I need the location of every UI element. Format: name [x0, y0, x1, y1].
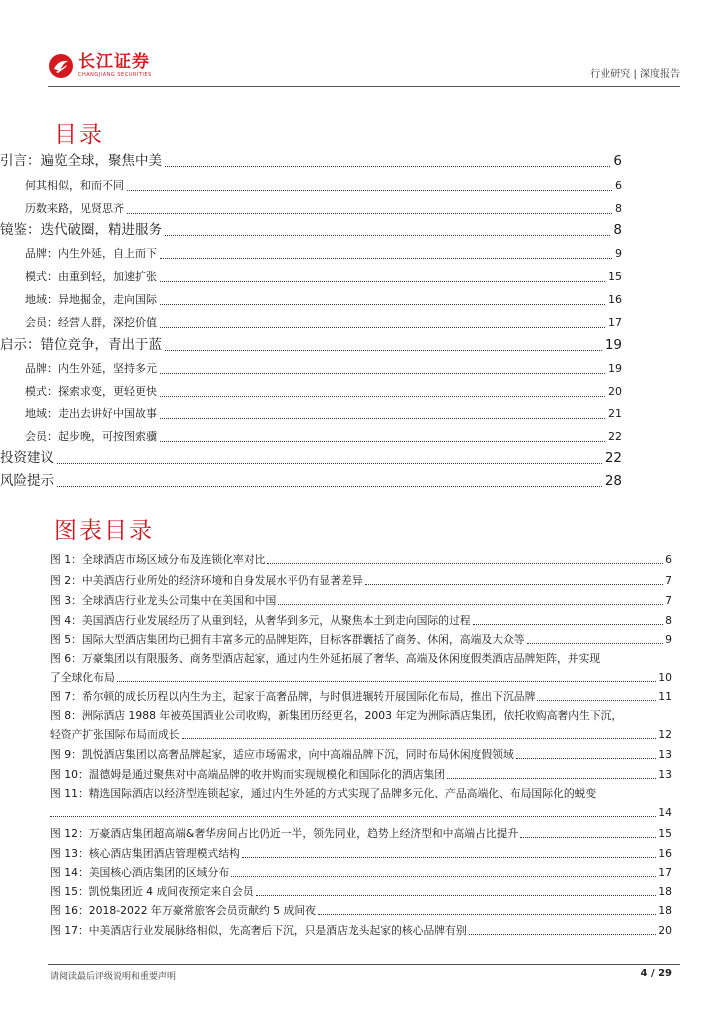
dot-leader	[160, 258, 612, 259]
figure-entry-continuation[interactable]	[50, 671, 672, 685]
dot-leader	[160, 327, 605, 328]
toc-section-entry[interactable]	[0, 220, 622, 240]
dot-leader	[520, 837, 656, 838]
dot-leader	[318, 914, 656, 915]
toc-subsection-entry[interactable]	[0, 177, 622, 195]
figure-entry[interactable]	[50, 787, 672, 801]
dot-leader	[447, 778, 656, 779]
figure-entry-page: 9	[665, 633, 672, 646]
figure-entry-title: 图 10：温德姆是通过聚焦对中高端品牌的收并购而实现规模化和国际化的酒店集团	[50, 768, 446, 781]
figure-entry-continuation[interactable]	[50, 806, 672, 820]
figure-entry[interactable]	[50, 827, 672, 841]
figure-entry[interactable]	[50, 690, 672, 704]
figure-entry[interactable]	[50, 866, 672, 880]
figure-entry-page: 13	[658, 768, 672, 781]
toc-entry-page: 8	[615, 202, 622, 215]
figure-entry[interactable]	[50, 594, 672, 608]
toc-entry-page: 19	[604, 337, 622, 353]
figure-entry-title: 图 1：全球酒店市场区域分布及连锁化率对比	[50, 553, 266, 566]
figure-entry-title-cont: 了全球化布局	[50, 671, 115, 684]
figure-entry-page: 15	[658, 827, 672, 840]
dot-leader	[160, 373, 605, 374]
toc-entry-title: 启示：错位竞争，青出于蓝	[0, 337, 162, 353]
figure-entry-page: 20	[658, 924, 672, 937]
figure-entry[interactable]	[50, 924, 672, 938]
dot-leader	[127, 213, 612, 214]
dot-leader	[256, 895, 657, 896]
figure-entry-page: 14	[658, 806, 672, 819]
page-header	[48, 50, 680, 82]
dot-leader	[117, 681, 656, 682]
figure-entry-title: 图 7：希尔顿的成长历程以内生为主，起家于高奢品牌，与时俱进辗转开展国际化布局，推出下沉品牌	[50, 690, 536, 703]
figure-entry-title: 图 3：全球酒店行业龙头公司集中在美国和中国	[50, 594, 277, 607]
dot-leader	[516, 758, 656, 759]
figure-entry-page: 11	[658, 690, 672, 703]
figure-entry-continuation[interactable]	[50, 728, 672, 742]
logo-name-en: CHANGJIANG SECURITIES	[78, 72, 152, 78]
figure-entry[interactable]	[50, 885, 672, 899]
logo-name-cn: 长江证券	[78, 52, 150, 72]
toc-section-entry[interactable]	[0, 151, 622, 171]
toc-entry-title: 地域：走出去讲好中国故事	[25, 407, 157, 420]
figure-entry[interactable]	[50, 553, 672, 567]
toc-entry-page: 28	[604, 473, 622, 489]
toc-entry-page: 6	[615, 179, 622, 192]
toc-subsection-entry[interactable]	[0, 360, 622, 378]
dot-leader	[57, 463, 602, 464]
toc-entry-title: 地域：异地掘金，走向国际	[25, 293, 157, 306]
dot-leader	[165, 350, 602, 351]
figure-list-title: 图表目录	[54, 518, 154, 544]
toc-entry-page: 6	[613, 153, 622, 169]
toc-section-entry[interactable]	[0, 335, 622, 355]
toc-entry-title: 模式：探索求变，更轻更快	[25, 385, 157, 398]
dot-leader	[469, 934, 657, 935]
toc-entry-page: 22	[608, 430, 622, 443]
figure-entry-page: 18	[658, 904, 672, 917]
toc-entry-title: 投资建议	[0, 450, 54, 466]
dot-leader	[278, 604, 663, 605]
toc-entry-page: 20	[608, 385, 622, 398]
toc-entry-title: 镜鉴：迭代破圈，精进服务	[0, 222, 162, 238]
toc-entry-page: 17	[608, 316, 622, 329]
figure-entry[interactable]	[50, 614, 672, 628]
dot-leader	[473, 624, 664, 625]
dot-leader	[160, 396, 605, 397]
toc-subsection-entry[interactable]	[0, 428, 622, 446]
dot-leader	[57, 486, 602, 487]
logo-emblem-icon	[48, 53, 74, 79]
toc-subsection-entry[interactable]	[0, 268, 622, 286]
dot-leader	[537, 700, 656, 701]
figure-entry[interactable]	[50, 847, 672, 861]
figure-entry[interactable]	[50, 748, 672, 762]
toc-entry-title: 风险提示	[0, 473, 54, 489]
report-type: 行业研究 | 深度报告	[590, 69, 680, 80]
dot-leader	[365, 584, 664, 585]
figure-entry-title: 图 5：国际大型酒店集团均已拥有丰富多元的品牌矩阵，目标客群囊括了商务、休闲，高端及大众等	[50, 633, 525, 646]
toc-subsection-entry[interactable]	[0, 383, 622, 401]
toc-subsection-entry[interactable]	[0, 291, 622, 309]
toc-subsection-entry[interactable]	[0, 405, 622, 423]
page-number: 4 / 29	[640, 968, 672, 979]
toc-entry-title: 引言：遍览全球，聚焦中美	[0, 153, 162, 169]
figure-entry[interactable]	[50, 633, 672, 647]
figure-entry-title: 图 12：万豪酒店集团超高端&奢华房间占比仍近一半，领先同业，趋势上经济型和中高端占比提升	[50, 827, 519, 840]
figure-entry-page: 12	[658, 728, 672, 741]
dot-leader	[267, 563, 663, 564]
figure-entry-title: 图 17：中美酒店行业发展脉络相似，先高奢后下沉，只是酒店龙头起家的核心品牌有别	[50, 924, 467, 937]
figure-entry-title: 图 16：2018-2022 年万豪常旅客会员贡献约 5 成间夜	[50, 904, 316, 917]
toc-entry-page: 9	[615, 247, 622, 260]
dot-leader	[242, 857, 656, 858]
toc-entry-title: 品牌：内生外延，自上而下	[25, 247, 157, 260]
figure-entry-page: 10	[658, 671, 672, 684]
toc-entry-title: 何其相似，和而不同	[25, 179, 124, 192]
figure-entry-page: 7	[665, 594, 672, 607]
dot-leader	[160, 304, 605, 305]
company-logo	[48, 50, 152, 82]
figure-entry[interactable]	[50, 652, 672, 666]
toc-subsection-entry[interactable]	[0, 314, 622, 332]
figure-entry-page: 13	[658, 748, 672, 761]
dot-leader	[527, 643, 664, 644]
dot-leader	[50, 816, 656, 817]
dot-leader	[160, 281, 605, 282]
dot-leader	[231, 876, 656, 877]
figure-entry-title-cont: 轻资产扩张国际布局而成长	[50, 728, 180, 741]
figure-entry-page: 18	[658, 885, 672, 898]
disclaimer-note: 请阅读最后评级说明和重要声明	[50, 972, 177, 982]
figure-entry-title: 图 9：凯悦酒店集团以高奢品牌起家，适应市场需求，向中高端品牌下沉，同时布局休闲度假领域	[50, 748, 514, 761]
figure-entry-page: 8	[665, 614, 672, 627]
toc-entry-page: 19	[608, 362, 622, 375]
dot-leader	[160, 441, 605, 442]
figure-entry-title: 图 4：美国酒店行业发展经历了从重到轻，从奢华到多元，从聚焦本土到走向国际的过程	[50, 614, 471, 627]
toc-entry-page: 15	[608, 270, 622, 283]
toc-entry-title: 品牌：内生外延，坚持多元	[25, 362, 157, 375]
figure-entry-title: 图 8：洲际酒店 1988 年被英国酒业公司收购，新集团历经更名，2003 年定为洲际酒店集团，依托收购高奢内生下沉，	[50, 709, 623, 722]
dot-leader	[127, 190, 612, 191]
figure-entry-title: 图 2：中美酒店行业所处的经济环境和自身发展水平仍有显著差异	[50, 574, 363, 587]
toc-entry-page: 8	[613, 222, 622, 238]
figure-entry-title: 图 15：凯悦集团近 4 成间夜预定来自会员	[50, 885, 254, 898]
figure-entry-page: 16	[658, 847, 672, 860]
header-divider	[48, 86, 680, 87]
figure-entry-title: 图 13：核心酒店集团酒店管理模式结构	[50, 847, 240, 860]
footer-divider	[48, 964, 680, 965]
figure-entry-page: 17	[658, 866, 672, 879]
toc-entry-title: 会员：经营人群，深挖价值	[25, 316, 157, 329]
toc-section-entry[interactable]	[0, 448, 622, 468]
figure-entry-title: 图 6：万豪集团以有限服务、商务型酒店起家，通过内生外延拓展了奢华、高端及休闲度假类酒店品牌矩阵，并实现	[50, 652, 601, 665]
figure-entry-page: 7	[665, 574, 672, 587]
dot-leader	[182, 738, 657, 739]
toc-subsection-entry[interactable]	[0, 245, 622, 263]
figure-entry[interactable]	[50, 768, 672, 782]
figure-entry[interactable]	[50, 709, 672, 723]
dot-leader	[165, 235, 610, 236]
figure-entry-title: 图 11：精选国际酒店以经济型连锁起家，通过内生外延的方式实现了品牌多元化、产品高端化、布局国际化的蜕变	[50, 787, 597, 800]
toc-entry-title: 模式：由重到轻，加速扩张	[25, 270, 157, 283]
figure-entry[interactable]	[50, 904, 672, 918]
dot-leader	[165, 166, 610, 167]
toc-subsection-entry[interactable]	[0, 200, 622, 218]
figure-entry[interactable]	[50, 574, 672, 588]
figure-entry-title: 图 14：美国核心酒店集团的区域分布	[50, 866, 230, 879]
toc-section-entry[interactable]	[0, 471, 622, 491]
toc-entry-title: 会员：起步晚，可按图索骥	[25, 430, 157, 443]
toc-title: 目录	[54, 122, 104, 148]
toc-entry-page: 21	[608, 407, 622, 420]
toc-entry-title: 历数来路，见贤思齐	[25, 202, 124, 215]
figure-entry-page: 6	[665, 553, 672, 566]
dot-leader	[160, 418, 605, 419]
toc-entry-page: 16	[608, 293, 622, 306]
toc-entry-page: 22	[604, 450, 622, 466]
